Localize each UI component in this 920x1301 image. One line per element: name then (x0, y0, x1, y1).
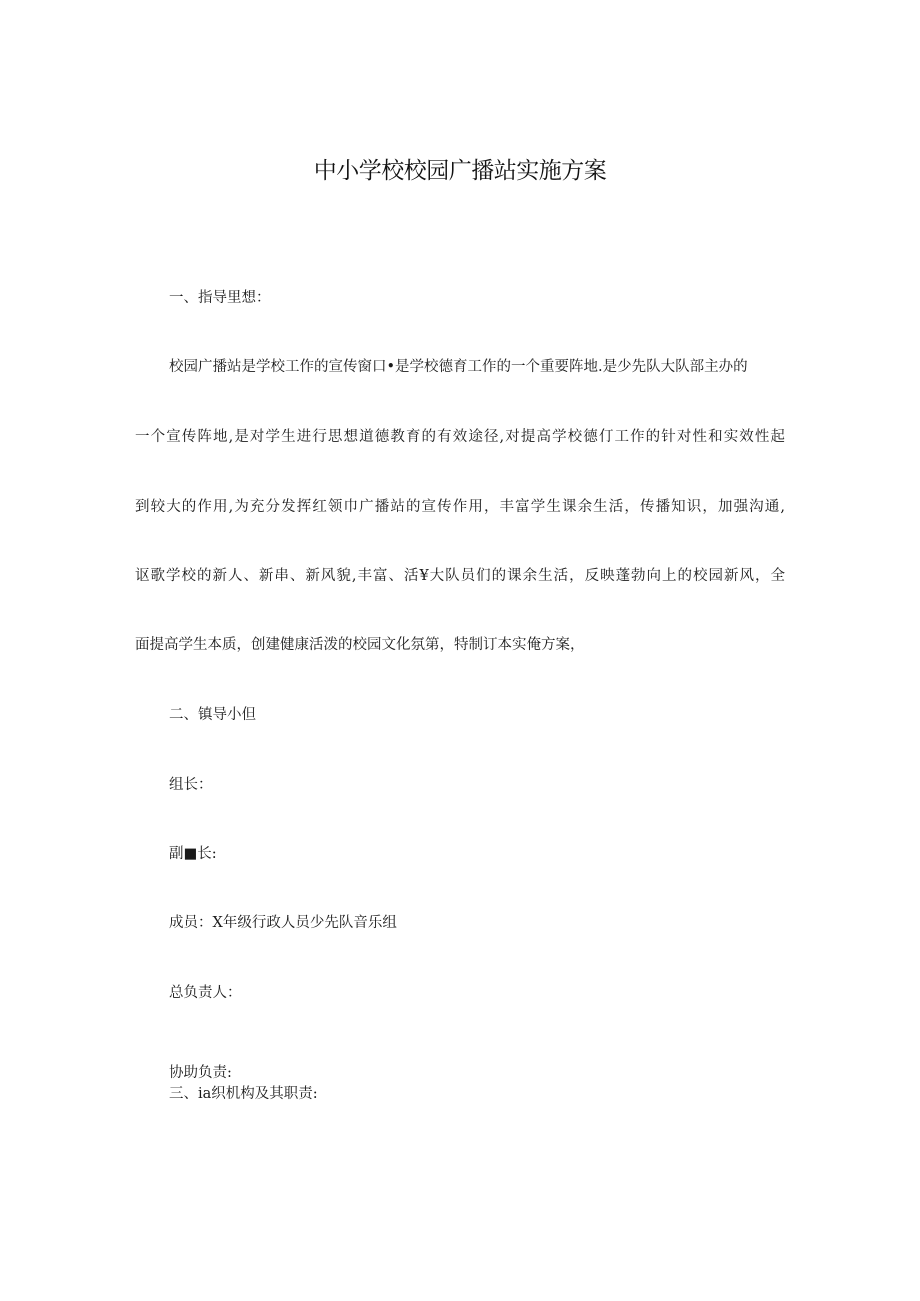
paragraph-line-3: 到较大的作用,为充分发挥红领巾广播站的宣传作用，丰富学生课余生活，传播知识，加强沟通, (135, 499, 785, 515)
paragraph-line-4: 讴歌学校的新人、新串、新风貌,丰富、活¥大队员们的课余生活，反映蓬勃向上的校园新风，全 (135, 568, 785, 584)
assist-line: 协助负责: (169, 1065, 232, 1081)
section-3-heading: 三、ia织机构及其职责: (169, 1086, 318, 1102)
paragraph-line-2: 一个宣传阵地,是对学生进行思想道德教育的有效途径,对提高学校德仃工作的针对性和实效性起 (135, 429, 785, 445)
paragraph-line-5: 面提高学生本质，创建健康活泼的校园文化氛第，特制订本实俺方案， (135, 637, 585, 653)
chief-line: 总负责人： (169, 985, 242, 1001)
members-line: 成员：X年级行政人员少先队音乐组 (169, 915, 397, 931)
leader-line: 组长： (169, 777, 213, 793)
document-title: 中小学校校园广播站实施方案 (313, 158, 607, 184)
paragraph-line-1: 校园广播站是学校工作的宣传窗口•是学校德育工作的一个重要阵地.是少先队大队部主办的 (169, 359, 748, 375)
section-2-heading: 二、镇导小但 (169, 707, 256, 723)
vice-leader-line: 副■长: (169, 846, 217, 862)
section-1-heading: 一、指导里想： (169, 290, 271, 306)
